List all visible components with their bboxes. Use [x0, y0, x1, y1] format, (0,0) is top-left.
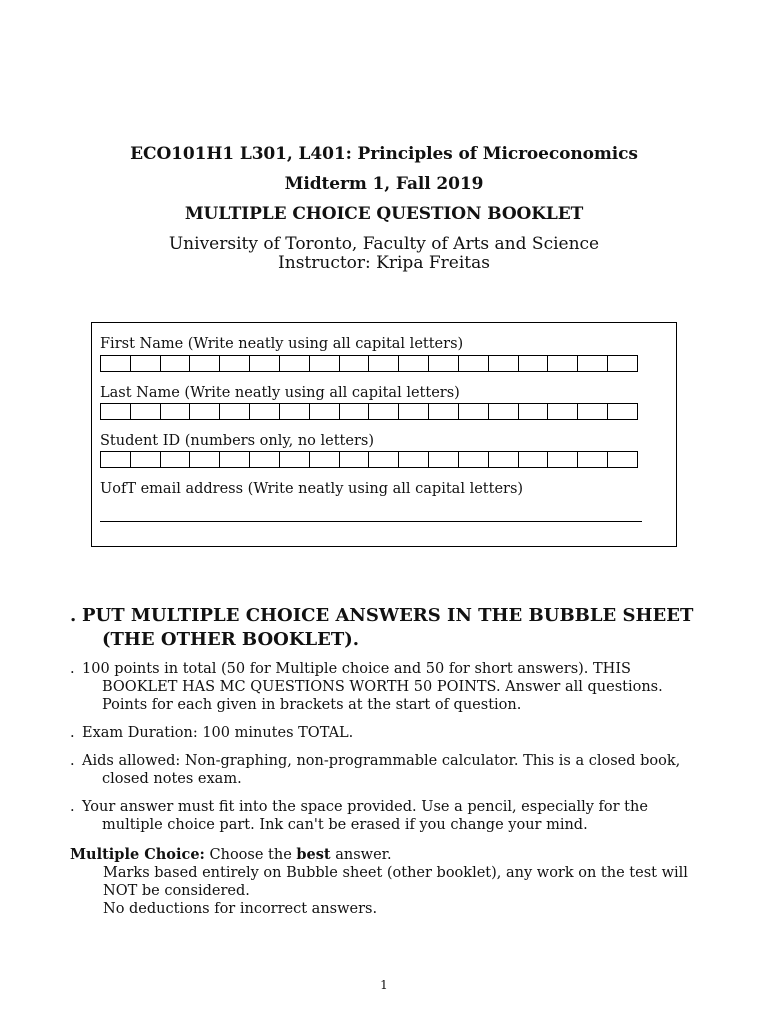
first-name-grid[interactable]	[100, 355, 638, 372]
multiple-choice-notes: Multiple Choice: Choose the best answer. Marks based entirely on Bubble sheet (other booklet), any work on the test will NOT be considered. No deductions for incorrect answers.	[70, 846, 700, 918]
mc-note-marks: Marks based entirely on Bubble sheet (other booklet), any work on the test will NOT be considered.	[103, 865, 688, 899]
course-title: ECO101H1 L301, L401: Principles of Microeconomics	[130, 144, 638, 164]
instruction-text: Aids allowed: Non-graphing, non-programmable calculator. This is a closed book, closed notes exam.	[82, 753, 681, 787]
mc-heading: Multiple Choice:	[70, 846, 205, 863]
email-label: UofT email address (Write neatly using all capital letters)	[100, 481, 524, 497]
mc-note-deductions: No deductions for incorrect answers.	[103, 901, 378, 917]
last-name-grid[interactable]	[100, 403, 638, 420]
email-line[interactable]	[100, 521, 642, 522]
instruction-item: . Exam Duration: 100 minutes TOTAL.	[70, 724, 700, 742]
instruction-text: PUT MULTIPLE CHOICE ANSWERS IN THE BUBBLE SHEET (THE OTHER BOOKLET).	[82, 605, 694, 650]
university-line: University of Toronto, Faculty of Arts and Science	[168, 234, 600, 254]
instructor-line: Instructor: Kripa Freitas	[278, 253, 490, 273]
last-name-label: Last Name (Write neatly using all capital letters)	[100, 385, 460, 401]
instruction-item: . PUT MULTIPLE CHOICE ANSWERS IN THE BUBBLE SHEET (THE OTHER BOOKLET).	[70, 604, 700, 652]
student-id-label: Student ID (numbers only, no letters)	[100, 433, 374, 449]
instruction-item: . Aids allowed: Non-graphing, non-programmable calculator. This is a closed book, closed notes exam.	[70, 752, 700, 788]
instruction-text: 100 points in total (50 for Multiple choice and 50 for short answers). THIS BOOKLET HAS MC QUESTIONS WORTH 50 POINTS. Answer all questions. Points for each given in brackets at the start of question.	[82, 661, 663, 713]
student-info-box	[91, 322, 677, 547]
exam-title: Midterm 1, Fall 2019	[284, 174, 484, 194]
instruction-text: Your answer must fit into the space provided. Use a pencil, especially for the multiple choice part. Ink can't be erased if you change your mind.	[82, 799, 648, 833]
instruction-item: . 100 points in total (50 for Multiple choice and 50 for short answers). THIS BOOKLET HAS MC QUESTIONS WORTH 50 POINTS. Answer all questions. Points for each given in brackets at the start of question.	[70, 660, 700, 714]
instruction-item: . Your answer must fit into the space provided. Use a pencil, especially for the multiple choice part. Ink can't be erased if you change your mind.	[70, 798, 700, 834]
booklet-title: MULTIPLE CHOICE QUESTION BOOKLET	[184, 204, 584, 224]
instruction-text: Exam Duration: 100 minutes TOTAL.	[82, 725, 354, 741]
student-id-grid[interactable]	[100, 451, 638, 468]
first-name-label: First Name (Write neatly using all capital letters)	[100, 336, 464, 352]
page-number: 1	[380, 978, 388, 992]
